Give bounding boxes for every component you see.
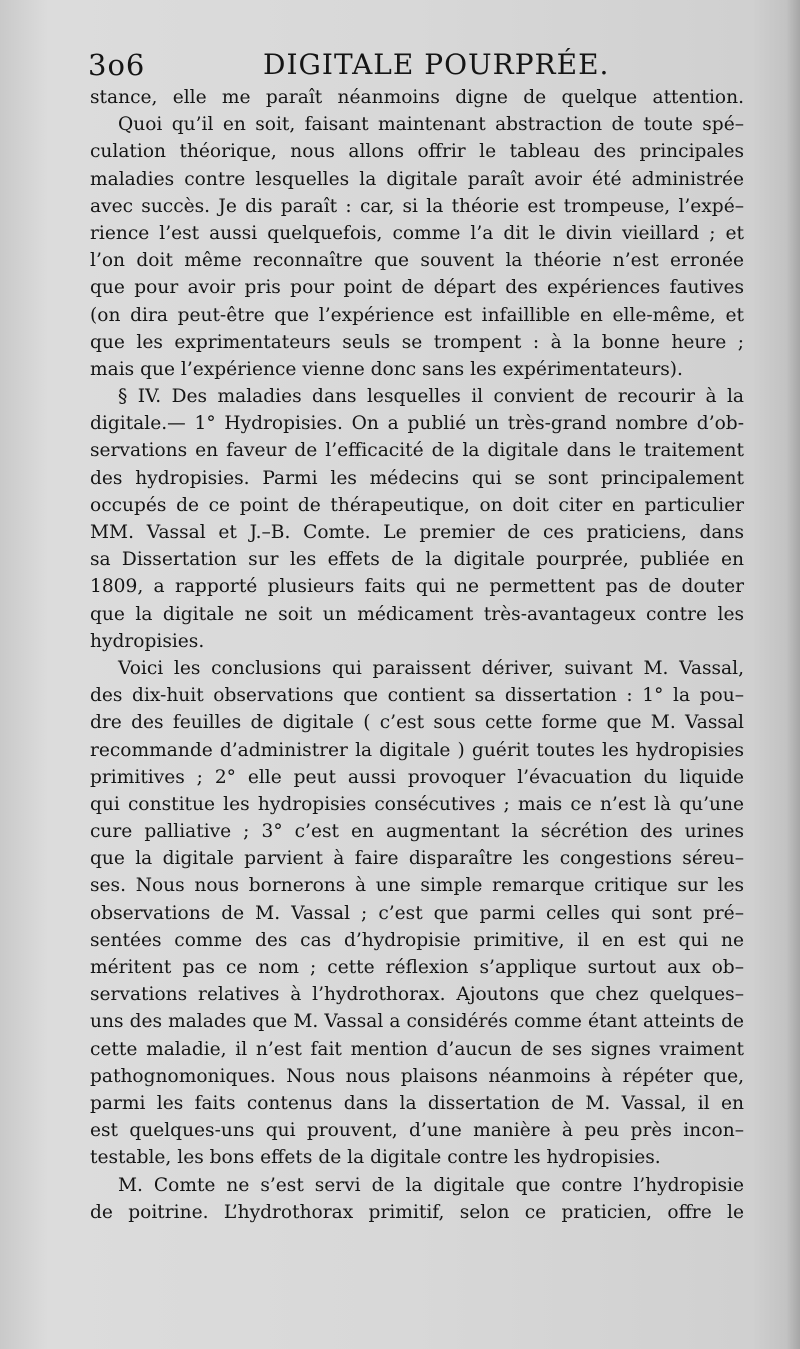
text-line: stance, elle me paraît néanmoins digne de quelque attention. [90, 87, 744, 108]
text-line: servations relatives à l’hydrothorax. Ajoutons que chez quelques– [90, 984, 744, 1006]
text-line: qui constitue les hydropisies consécutives ; mais ce n’est là qu’une [90, 793, 744, 815]
text-line: Quoi qu’il en soit, faisant maintenant abstraction de toute spé– [118, 114, 744, 136]
text-line: observations de M. Vassal ; c’est que parmi celles qui sont pré– [90, 902, 744, 924]
text-line: l’on doit même reconnaître que souvent la théorie n’est erronée [90, 250, 744, 272]
text-line: sentées comme des cas d’hydropisie primitive, il en est qui ne [90, 929, 744, 951]
text-line: digitale.— 1° Hydropisies. On a publié un très-grand nombre d’ob- [90, 413, 744, 435]
text-line: cure palliative ; 3° c’est en augmentant la sécrétion des urines [90, 821, 744, 843]
text-line: des hydropisies. Parmi les médecins qui se sont principalement [90, 467, 744, 489]
text-line: que la digitale parvient à faire disparaître les congestions séreu– [90, 848, 744, 870]
text-line: parmi les faits contenus dans la dissertation de M. Vassal, il en [90, 1092, 744, 1114]
text-line: cette maladie, il n’est fait mention d’aucun de ses signes vraiment [90, 1038, 744, 1060]
text-line: de poitrine. L’hydrothorax primitif, selon ce praticien, offre le [90, 1201, 744, 1223]
running-title: DIGITALE POURPRÉE. [263, 48, 610, 81]
text-line: occupés de ce point de thérapeutique, on doit citer en particulier [90, 494, 744, 516]
text-line: Voici les conclusions qui paraissent dériver, suivant M. Vassal, [118, 657, 744, 679]
page-header [88, 48, 748, 84]
text-line: hydropisies. [90, 630, 205, 652]
text-line: M. Comte ne s’est servi de la digitale que contre l’hydropisie [118, 1174, 744, 1196]
text-line: que pour avoir pris pour point de départ des expériences fautives [90, 277, 744, 299]
text-line: (on dira peut-être que l’expérience est infaillible en elle-même, et [90, 304, 744, 326]
section-heading-line: § IV. Des maladies dans lesquelles il convient de recourir à la [118, 386, 744, 408]
text-line: dre des feuilles de digitale ( c’est sous cette forme que M. Vassal [90, 712, 744, 734]
text-line: servations en faveur de l’efficacité de la digitale dans le traitement [90, 440, 744, 462]
text-line: méritent pas ce nom ; cette réflexion s’applique surtout aux ob– [90, 957, 744, 978]
page-edge-shadow [786, 0, 800, 1349]
text-line: ses. Nous nous bornerons à une simple remarque critique sur les [90, 875, 744, 897]
page-number: 3o6 [88, 48, 146, 82]
text-line: mais que l’expérience vienne donc sans les expérimentateurs). [90, 358, 683, 380]
text-line: culation théorique, nous allons offrir le tableau des principales [90, 141, 744, 163]
text-line: avec succès. Je dis paraît : car, si la théorie est trompeuse, l’expé– [90, 195, 744, 217]
text-line: primitives ; 2° elle peut aussi provoquer l’évacuation du liquide [90, 766, 744, 788]
body-text [90, 84, 744, 1226]
text-line: pathognomoniques. Nous nous plaisons néanmoins à répéter que, [90, 1065, 744, 1087]
text-line: sa Dissertation sur les effets de la digitale pourprée, publiée en [90, 549, 744, 571]
text-line: testable, les bons effets de la digitale contre les hydropisies. [90, 1147, 661, 1169]
text-line: uns des malades que M. Vassal a considérés comme étant atteints de [90, 1011, 744, 1033]
text-line: est quelques-uns qui prouvent, d’une manière à peu près incon– [90, 1120, 744, 1142]
text-line: MM. Vassal et J.–B. Comte. Le premier de ces praticiens, dans [90, 522, 744, 543]
text-line: rience l’est aussi quelquefois, comme l’a dit le divin vieillard ; et [90, 222, 744, 244]
text-line: que les exprimentateurs seuls se trompent : à la bonne heure ; [90, 331, 744, 353]
text-line: recommande d’administrer la digitale ) guérit toutes les hydropisies [90, 739, 744, 761]
text-line: 1809, a rapporté plusieurs faits qui ne permettent pas de douter [90, 576, 744, 598]
text-line: maladies contre lesquelles la digitale paraît avoir été administrée [90, 168, 744, 190]
text-line: des dix-huit observations que contient sa dissertation : 1° la pou– [90, 685, 744, 707]
text-line: que la digitale ne soit un médicament très-avantageux contre les [90, 603, 744, 625]
